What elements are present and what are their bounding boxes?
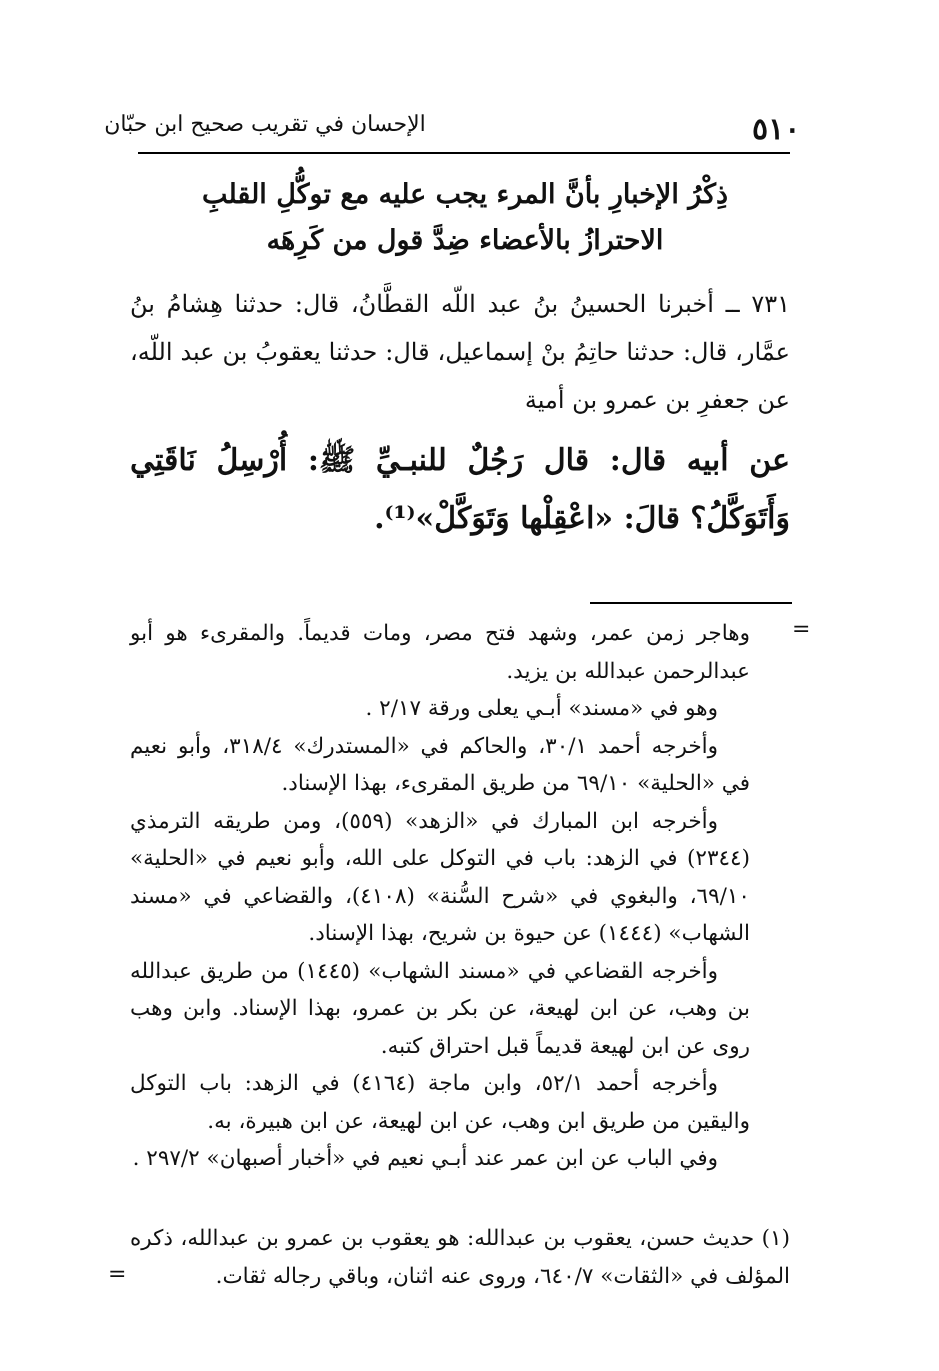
footnote-paragraph: وهاجر زمن عمر، وشهد فتح مصر، ومات قديماً. والمقرىء هو أبو عبدالرحمن عبدالله بن يزيد. [130,621,750,684]
page-number: ٥١٠ [752,112,801,147]
footnote-divider [590,602,792,604]
footnote-end-mark: = [108,1262,127,1287]
running-header-title: الإحسان في تقريب صحيح ابن حبّان [104,112,426,137]
footnote-paragraph: وأخرجه أحمد ٥٢/١، وابن ماجة (٤١٦٤) في الزهد: باب التوكل واليقين من طريق ابن وهب، عن ابن لهيعة، عن ابن هبيرة، به. [130,1071,750,1134]
footnote-paragraph: وهو في «مسند» أبـي يعلى ورقة ٢/١٧ . [365,696,718,721]
footnote-block [130,615,750,1178]
footnote-paragraph: وأخرجه ابن المبارك في «الزهد» (٥٥٩)، ومن طريقه الترمذي (٢٣٤٤) في الزهد: باب في التوكل على الله، وأبو نعيم في «الحلية» ٦٩/١٠، والبغوي في «شرح السُّنة» (٤١٠٨)، والقضاعي في «مسند الشهاب» (١٤٤٤) عن حيوة بن شريح، بهذا الإسناد. [130,808,750,946]
footnote-1: (١) حديث حسن، يعقوب بن عبدالله: هو يعقوب بن عمرو بن عبدالله، ذكره المؤلف في «الثقات» ٦٤٠/٧، وروى عنه اثنان، وباقي رجاله ثقات. [130,1226,790,1289]
hadith-matn: عن أبيه قال: قال رَجُلٌ للنبـيِّ ﷺ: أُرْسِلُ نَاقَتِي وَأَتَوَكَّلُ؟ قالَ: «اعْقِلْها وَتَوَكَّلْ»⁽¹⁾. [130,443,790,536]
footnote-paragraph: وأخرجه القضاعي في «مسند الشهاب» (١٤٤٥) من طريق عبدالله بن وهب، عن ابن لهيعة، عن بكر بن عمرو، بهذا الإسناد. وابن وهب روى عن ابن لهيعة قديماً قبل احتراق كتبه. [130,958,750,1059]
chapter-title-line-1: ذِكْرُ الإخبارِ بأنَّ المرء يجب عليه مع توكُّلِ القلبِ [201,179,729,210]
footnote-paragraph: وأخرجه أحمد ٣٠/١، والحاكم في «المستدرك» ٣١٨/٤، وأبو نعيم في «الحلية» ٦٩/١٠ من طريق المقرىء، بهذا الإسناد. [130,733,750,796]
header-divider [138,152,790,154]
hadith-isnad: ٧٣١ ــ أخبرنا الحسينُ بنُ عبد اللّه القطَّانُ، قال: حدثنا هِشامُ بنُ عمَّار، قال: حدثنا حاتِمُ بنْ إسماعيل، قال: حدثنا يعقوبُ بن عبد اللّه، عن جعفرِ بن عمرو بن أمية [130,290,790,414]
chapter-title-line-2: الاحترازُ بالأعضاء ضِدَّ قول من كَرِهَه [266,225,664,256]
footnote-continuation-mark: = [792,617,811,642]
footnote-paragraph: وفي الباب عن ابن عمر عند أبـي نعيم في «أخبار أصبهان» ٢٩٧/٢ . [132,1146,718,1171]
